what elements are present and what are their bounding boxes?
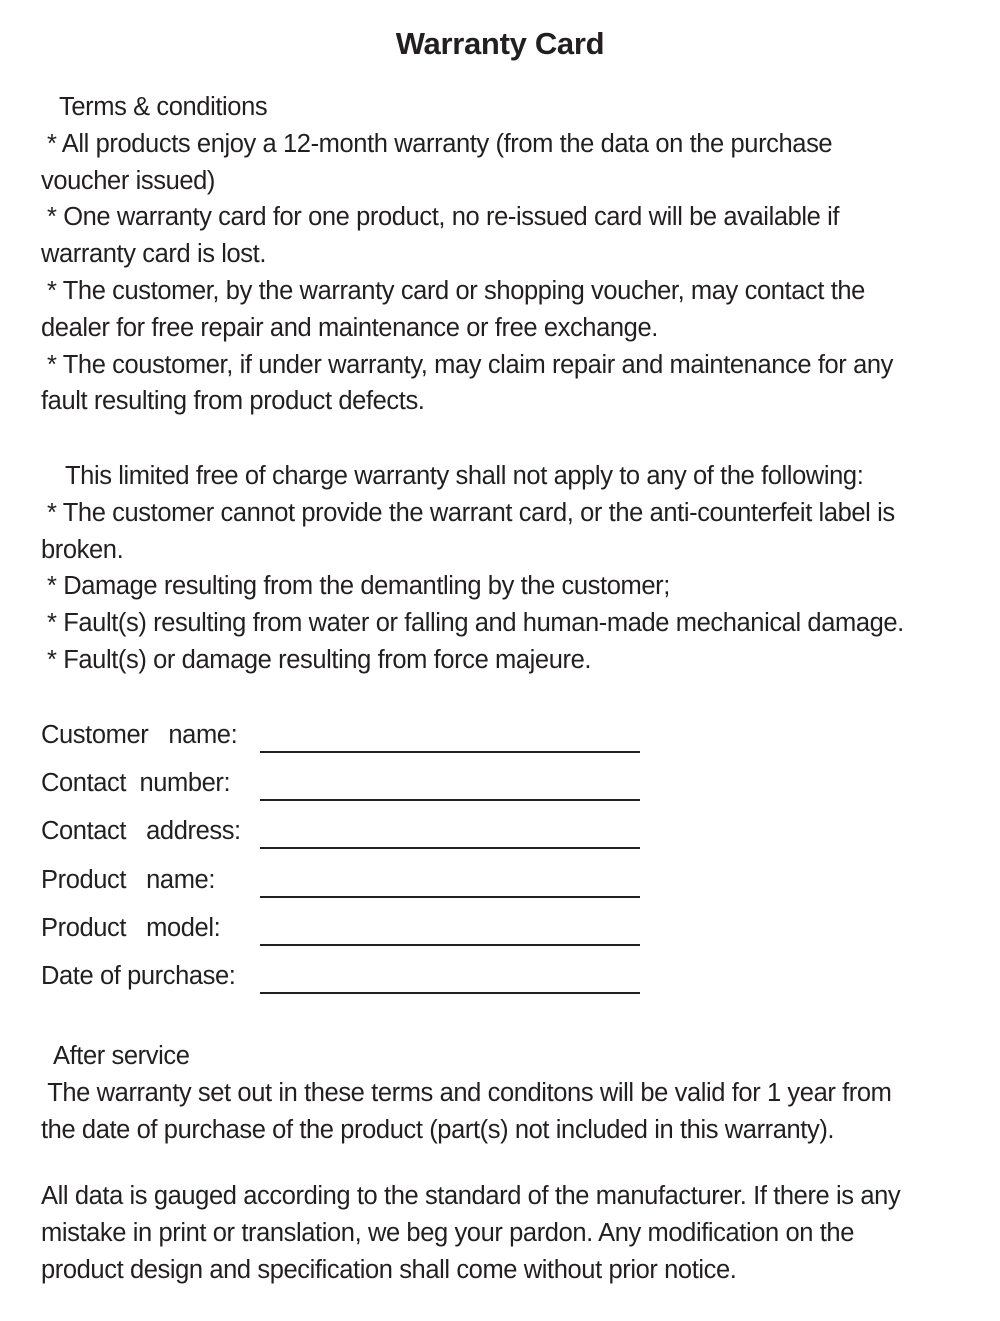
form-row-customer-name: [41, 716, 661, 764]
customer-name-field[interactable]: [260, 751, 640, 753]
exclusions-item: * Fault(s) or damage resulting from force majeure.: [47, 645, 592, 674]
disclaimer-text-line: product design and specification shall come without prior notice.: [41, 1255, 737, 1284]
page-title: Warranty Card: [395, 26, 605, 61]
terms-section: [41, 89, 961, 420]
form-row-product-name: [41, 861, 661, 909]
form-row-contact-number: [41, 764, 661, 812]
terms-item-line: voucher issued): [41, 166, 216, 195]
disclaimer-text-line: All data is gauged according to the standard of the manufacturer. If there is any: [41, 1182, 901, 1210]
after-service-heading: After service: [53, 1042, 190, 1070]
contact-address-field[interactable]: [260, 847, 640, 849]
contact-address-label: Contact address:: [41, 817, 241, 846]
customer-name-label: Customer name:: [41, 721, 238, 749]
terms-item-line: dealer for free repair and maintenance or free exchange.: [41, 313, 658, 342]
form-row-contact-address: [41, 812, 661, 860]
exclusions-item: [41, 495, 961, 569]
product-model-label: Product model:: [41, 913, 221, 942]
exclusions-item-line: broken.: [41, 535, 124, 564]
disclaimer-text-line: mistake in print or translation, we beg your pardon. Any modification on the: [41, 1218, 854, 1247]
product-name-field[interactable]: [260, 896, 640, 898]
exclusions-section: [41, 458, 961, 679]
contact-number-label: Contact number:: [41, 769, 231, 798]
form-row-date-of-purchase: [41, 957, 661, 1005]
terms-item-line: * One warranty card for one product, no re-issued card will be available if: [47, 203, 840, 232]
terms-item-line: * All products enjoy a 12-month warranty (from the data on the purchase: [47, 129, 833, 158]
exclusions-item: * Fault(s) resulting from water or falling and human-made mechanical damage.: [47, 609, 904, 638]
after-service-text-line: The warranty set out in these terms and conditons will be valid for 1 year from: [41, 1078, 892, 1107]
terms-item: [41, 273, 961, 347]
terms-item: [41, 199, 961, 273]
product-name-label: Product name:: [41, 865, 216, 894]
terms-item-line: * The coustomer, if under warranty, may claim repair and maintenance for any: [47, 350, 893, 379]
exclusions-item-line: * The customer cannot provide the warrant card, or the anti-counterfeit label is: [47, 498, 895, 527]
date-of-purchase-field[interactable]: [260, 992, 640, 994]
customer-info-form: [41, 716, 661, 1005]
terms-item-line: warranty card is lost.: [41, 240, 267, 269]
terms-item-line: * The customer, by the warranty card or shopping voucher, may contact the: [47, 276, 865, 305]
terms-item: [41, 347, 961, 421]
terms-heading: Terms & conditions: [59, 93, 268, 121]
after-service-section: [41, 1038, 961, 1148]
product-model-field[interactable]: [260, 944, 640, 946]
form-row-product-model: [41, 909, 661, 957]
date-of-purchase-label: Date of purchase:: [41, 961, 236, 990]
terms-item-line: fault resulting from product defects.: [41, 387, 425, 416]
exclusions-heading: This limited free of charge warranty shall not apply to any of the following:: [65, 462, 864, 490]
contact-number-field[interactable]: [260, 799, 640, 801]
exclusions-item: * Damage resulting from the demantling by the customer;: [47, 572, 670, 601]
disclaimer-section: [41, 1178, 961, 1288]
terms-item: [41, 126, 961, 200]
after-service-text-line: the date of purchase of the product (part(s) not included in this warranty).: [41, 1115, 835, 1144]
